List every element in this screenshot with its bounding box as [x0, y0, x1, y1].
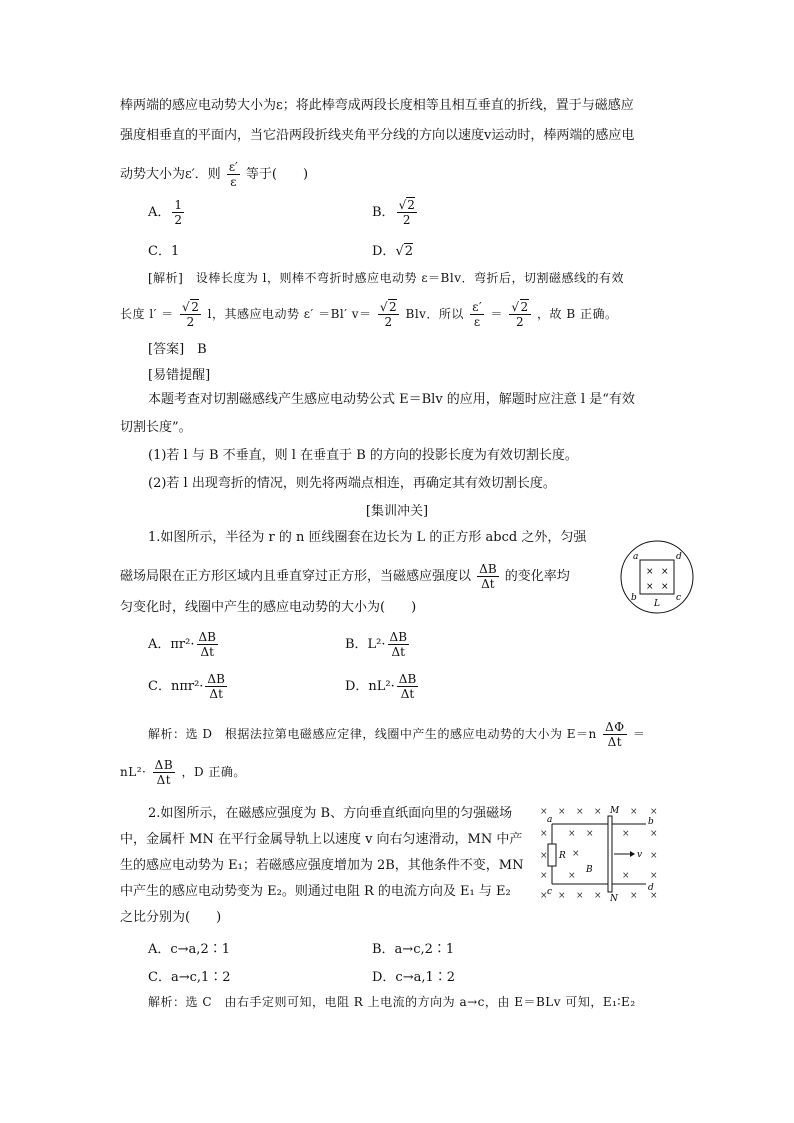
- field-cross-icon: ×: [661, 567, 669, 577]
- label-v: v: [637, 850, 643, 860]
- option-a: A． $\frac{1}{2}$: [148, 198, 183, 227]
- q2-line: 中产生的感应电动势变为 E₂。则通过电阻 R 的电流方向及 E₁ 与 E₂: [120, 884, 511, 899]
- tip-title: [易错提醒]: [148, 368, 211, 383]
- svg-text:×: ×: [630, 891, 638, 901]
- text-line: 棒两端的感应电动势大小为ε；将此棒弯成两段长度相等且相互垂直的折线，置于与磁感应: [120, 98, 634, 113]
- q1-line: 匀变化时，线圈中产生的感应电动势的大小为( ): [120, 600, 417, 615]
- svg-text:×: ×: [650, 851, 658, 861]
- analysis-line: [解析] 设棒长度为 l，则棒不弯折时感应电动势 ε＝Blv．弯折后，切割磁感线的有效: [148, 271, 624, 285]
- q1-figure: [618, 538, 696, 616]
- svg-text:×: ×: [540, 851, 548, 861]
- svg-text:×: ×: [630, 807, 638, 817]
- q1-option-b: B．L²· $\frac{\Delta B}{\Delta t}$: [345, 630, 408, 659]
- text-line: 动势大小为ε′．则 $\frac{\varepsilon'}{\varepsilon}$ 等于( ): [120, 160, 309, 189]
- svg-text:×: ×: [540, 891, 548, 901]
- q2-analysis: 解析：选 C 由右手定则可知，电阻 R 上电流的方向为 a→c，由 E＝BLv 可知，E₁∶E₂: [148, 995, 636, 1009]
- svg-text:×: ×: [540, 829, 548, 839]
- q1-analysis: nL²· $\frac{\Delta B}{\Delta t}$ ，D 正确。: [120, 758, 246, 787]
- text-line: 强度相垂直的平面内，当它沿两段折线夹角平分线的方向以速度v运动时，棒两端的感应电: [120, 128, 635, 143]
- label-d: d: [676, 552, 682, 562]
- label-N: N: [610, 894, 618, 902]
- svg-text:×: ×: [540, 807, 548, 817]
- svg-text:×: ×: [576, 807, 584, 817]
- svg-text:×: ×: [650, 891, 658, 901]
- label-R: R: [559, 851, 566, 861]
- q1-option-a: A．πr²· $\frac{\Delta B}{\Delta t}$: [148, 630, 216, 659]
- tip-line: (2)若 l 出现弯折的情况，则先将两端点相连，再确定其有效切割长度。: [148, 476, 556, 491]
- svg-text:×: ×: [594, 807, 602, 817]
- q2-line: 2.如图所示，在磁感应强度为 B、方向垂直纸面向里的匀强磁场: [148, 806, 513, 821]
- option-c: C．1: [148, 244, 180, 259]
- label-M: M: [610, 806, 620, 816]
- fraction: $\frac{\varepsilon'}{\varepsilon}$: [228, 160, 238, 189]
- svg-text:×: ×: [558, 891, 566, 901]
- field-cross-icon: ×: [646, 582, 654, 592]
- q2-option-b: B．a→c,2∶1: [372, 942, 455, 957]
- svg-text:×: ×: [622, 871, 630, 881]
- svg-text:×: ×: [558, 807, 566, 817]
- q2-line: 之比分别为( ): [120, 910, 222, 925]
- field-cross-icon: ×: [661, 582, 669, 592]
- q2-line: 中，金属杆 MN 在平行金属导轨上以速度 v 向右匀速滑动，MN 中产: [120, 832, 523, 847]
- q2-option-a: A．c→a,2∶1: [148, 942, 230, 957]
- svg-text:×: ×: [650, 829, 658, 839]
- option-b: B． $\frac{√2}{2}$: [372, 198, 415, 227]
- q2-option-c: C．a→c,1∶2: [148, 970, 231, 985]
- q2-option-d: D．c→a,1∶2: [372, 970, 456, 985]
- resistor-R: [548, 844, 556, 866]
- q1-analysis: 解析：选 D 根据法拉第电磁感应定律，线圈中产生的感应电动势的大小为 E＝n $\frac{\Delta\Phi}{\Delta t}$ ＝: [148, 720, 646, 749]
- label-L: L: [654, 599, 660, 609]
- svg-text:×: ×: [540, 871, 548, 881]
- section-title: [集训冲关]: [365, 504, 429, 519]
- label-a: a: [547, 815, 553, 825]
- q2-line: 生的感应电动势为 E₁；若磁感应强度增加为 2B，其他条件不变，MN: [120, 858, 524, 873]
- tip-line: 切割长度”。: [120, 420, 192, 435]
- label-a: a: [633, 552, 639, 562]
- q2-figure: [538, 802, 672, 902]
- svg-text:×: ×: [576, 891, 584, 901]
- label-c: c: [676, 593, 682, 603]
- q1-option-d: D．nL²· $\frac{\Delta B}{\Delta t}$: [345, 672, 417, 701]
- analysis-line: 长度 l′ ＝ $\frac{√2}{2}$ l，其感应电动势 ε′ ＝Bl′ v＝ $\frac{√2}{2}$ Blv．所以 $\frac{\varepsilon'}{\varepsilon}$ ＝ $\frac{√2}{2}$ ，故 B 正确。: [120, 300, 618, 329]
- tip-line: 本题考查对切割磁感线产生感应电动势公式 E＝Blv 的应用，解题时应注意 l 是“有效: [148, 392, 635, 407]
- field-cross-icon: ×: [646, 567, 654, 577]
- velocity-arrowhead-icon: [630, 851, 635, 857]
- svg-text:×: ×: [650, 871, 658, 881]
- label-c: c: [547, 887, 553, 897]
- q1-line: 磁场局限在正方形区域内且垂直穿过正方形，当磁感应强度以 $\frac{\Delta B}{\Delta t}$ 的变化率均: [120, 562, 570, 591]
- q1-option-c: C．nπr²· $\frac{\Delta B}{\Delta t}$: [148, 672, 225, 701]
- tip-line: (1)若 l 与 B 不垂直，则 l 在垂直于 B 的方向的投影长度为有效切割长度。: [148, 448, 578, 463]
- label-d: d: [648, 883, 654, 893]
- svg-text:×: ×: [622, 829, 630, 839]
- option-d: D．√2: [372, 244, 414, 259]
- svg-text:×: ×: [650, 807, 658, 817]
- rod-MN: [608, 816, 612, 892]
- answer: [答案] B: [148, 342, 207, 357]
- svg-text:×: ×: [586, 829, 594, 839]
- svg-text:×: ×: [568, 829, 576, 839]
- label-B: B: [586, 865, 593, 875]
- svg-text:×: ×: [594, 891, 602, 901]
- label-b: b: [648, 817, 654, 827]
- q1-line: 1.如图所示，半径为 r 的 n 匝线圈套在边长为 L 的正方形 abcd 之外，匀强: [148, 530, 587, 545]
- svg-text:×: ×: [572, 849, 580, 859]
- svg-text:×: ×: [568, 871, 576, 881]
- label-b: b: [631, 593, 637, 603]
